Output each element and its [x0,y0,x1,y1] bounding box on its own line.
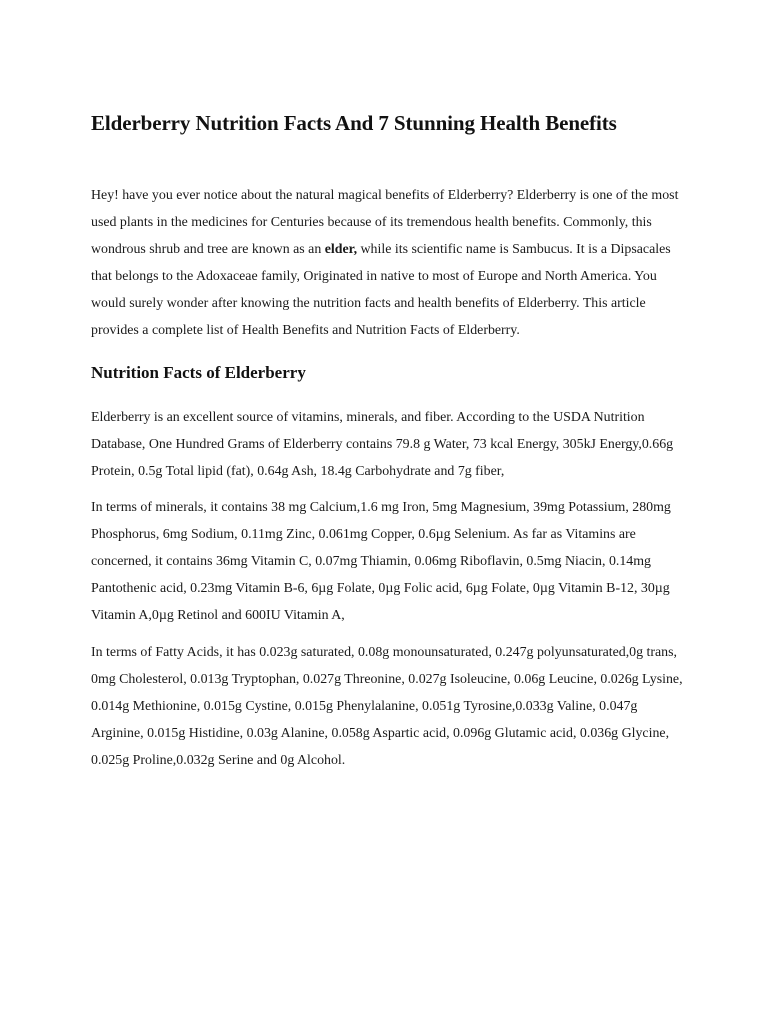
paragraph-overview: Elderberry is an excellent source of vitamins, minerals, and fiber. According to the USDA Nutrition Database, One Hundred Grams of Elderberry contains 79.8 g Water, 73 kcal Energy, 305kJ Energy,0.66g Protein, 0.5g Total lipid (fat), 0.64g Ash, 18.4g Carbohydrate and 7g fiber, [91,410,674,479]
intro-bold-term: elder, [324,242,358,257]
intro-text-start: Hey! have you ever notice about the natural magical benefits of Elderberry? Elderberry is one of the most used plants in the medicines for Centuries because of its tremendous health benefits. Commonly, this wondrous shrub and tree are known as an [91,188,679,257]
intro-text-end: while its scientific name is Sambucus. It is a Dipsacales that belongs to the Adoxaceae family, Originated in native to most of Europe and North America. You would surely wonder after knowing the nutrition facts and health benefits of Elderberry. This article provides a complete list of Health Benefits and Nutrition Facts of Elderberry. [91,242,671,338]
paragraph-fatty-acids: In terms of Fatty Acids, it has 0.023g saturated, 0.08g monounsaturated, 0.247g polyunsaturated,0g trans, 0mg Cholesterol, 0.013g Tryptophan, 0.027g Threonine, 0.027g Isoleucine, 0.06g Leucine, 0.026g Lysine, 0.014g Methionine, 0.015g Cystine, 0.015g Phenylalanine, 0.051g Tyrosine,0.033g Valine, 0.047g Arginine, 0.015g Histidine, 0.03g Alanine, 0.058g Aspartic acid, 0.096g Glutamic acid, 0.036g Glycine, 0.025g Proline,0.032g Serine and 0g Alcohol. [91,645,683,768]
paragraph-minerals-vitamins: In terms of minerals, it contains 38 mg Calcium,1.6 mg Iron, 5mg Magnesium, 39mg Potassium, 280mg Phosphorus, 6mg Sodium, 0.11mg Zinc, 0.061mg Copper, 0.6µg Selenium. As far as Vitamins are concerned, it contains 36mg Vitamin C, 0.07mg Thiamin, 0.06mg Riboflavin, 0.5mg Niacin, 0.14mg Pantothenic acid, 0.23mg Vitamin B-6, 6µg Folate, 0µg Folic acid, 6µg Folate, 0µg Vitamin B-12, 30µg Vitamin A,0µg Retinol and 600IU Vitamin A, [91,500,671,623]
article-title: Elderberry Nutrition Facts And 7 Stunning Health Benefits [91,111,617,135]
article-body [91,108,691,774]
intro-paragraph [91,182,691,344]
section-heading-nutrition-facts: Nutrition Facts of Elderberry [91,363,306,382]
